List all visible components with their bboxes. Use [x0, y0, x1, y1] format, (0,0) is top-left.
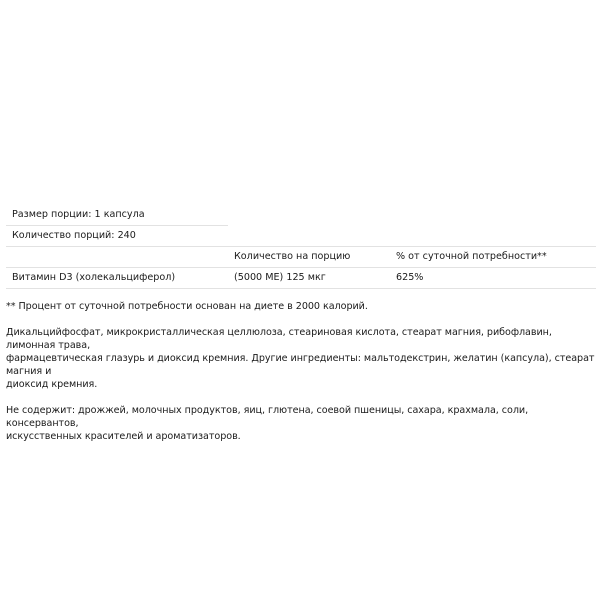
servings-per-container: Количество порций: 240	[12, 230, 136, 241]
ingredients-line: диоксид кремния.	[6, 379, 98, 390]
notes-section	[6, 300, 596, 443]
header-amount: Количество на порцию	[234, 251, 351, 262]
ingredients-line: фармацевтическая глазурь и диоксид кремния. Другие ингредиенты: мальтодекстрин, желатин (капсула), стеарат магния и	[6, 353, 595, 377]
nutrient-amount: (5000 МЕ) 125 мкг	[234, 272, 326, 283]
nutrient-daily-value: 625%	[396, 272, 424, 283]
table-header-row	[6, 246, 596, 267]
header-daily-value: % от суточной потребности**	[396, 251, 547, 262]
nutrient-name: Витамин D3 (холекальциферол)	[12, 272, 176, 283]
free-from-line: искусственных красителей и ароматизаторов.	[6, 431, 241, 442]
table-row	[6, 267, 596, 288]
divider	[6, 288, 596, 289]
serving-size-row	[6, 204, 596, 225]
serving-size: Размер порции: 1 капсула	[12, 209, 145, 220]
footnote: ** Процент от суточной потребности основан на диете в 2000 калорий.	[6, 301, 368, 312]
ingredients-line: Дикальцийфосфат, микрокристаллическая целлюлоза, стеариновая кислота, стеарат магния, рибофлавин, лимонная трава,	[6, 327, 552, 351]
free-from-line: Не содержит: дрожжей, молочных продуктов, яиц, глютена, соевой пшеницы, сахара, крахмала, соли, консервантов,	[6, 405, 529, 429]
supplement-facts-table	[6, 204, 596, 288]
servings-per-container-row	[6, 225, 596, 246]
